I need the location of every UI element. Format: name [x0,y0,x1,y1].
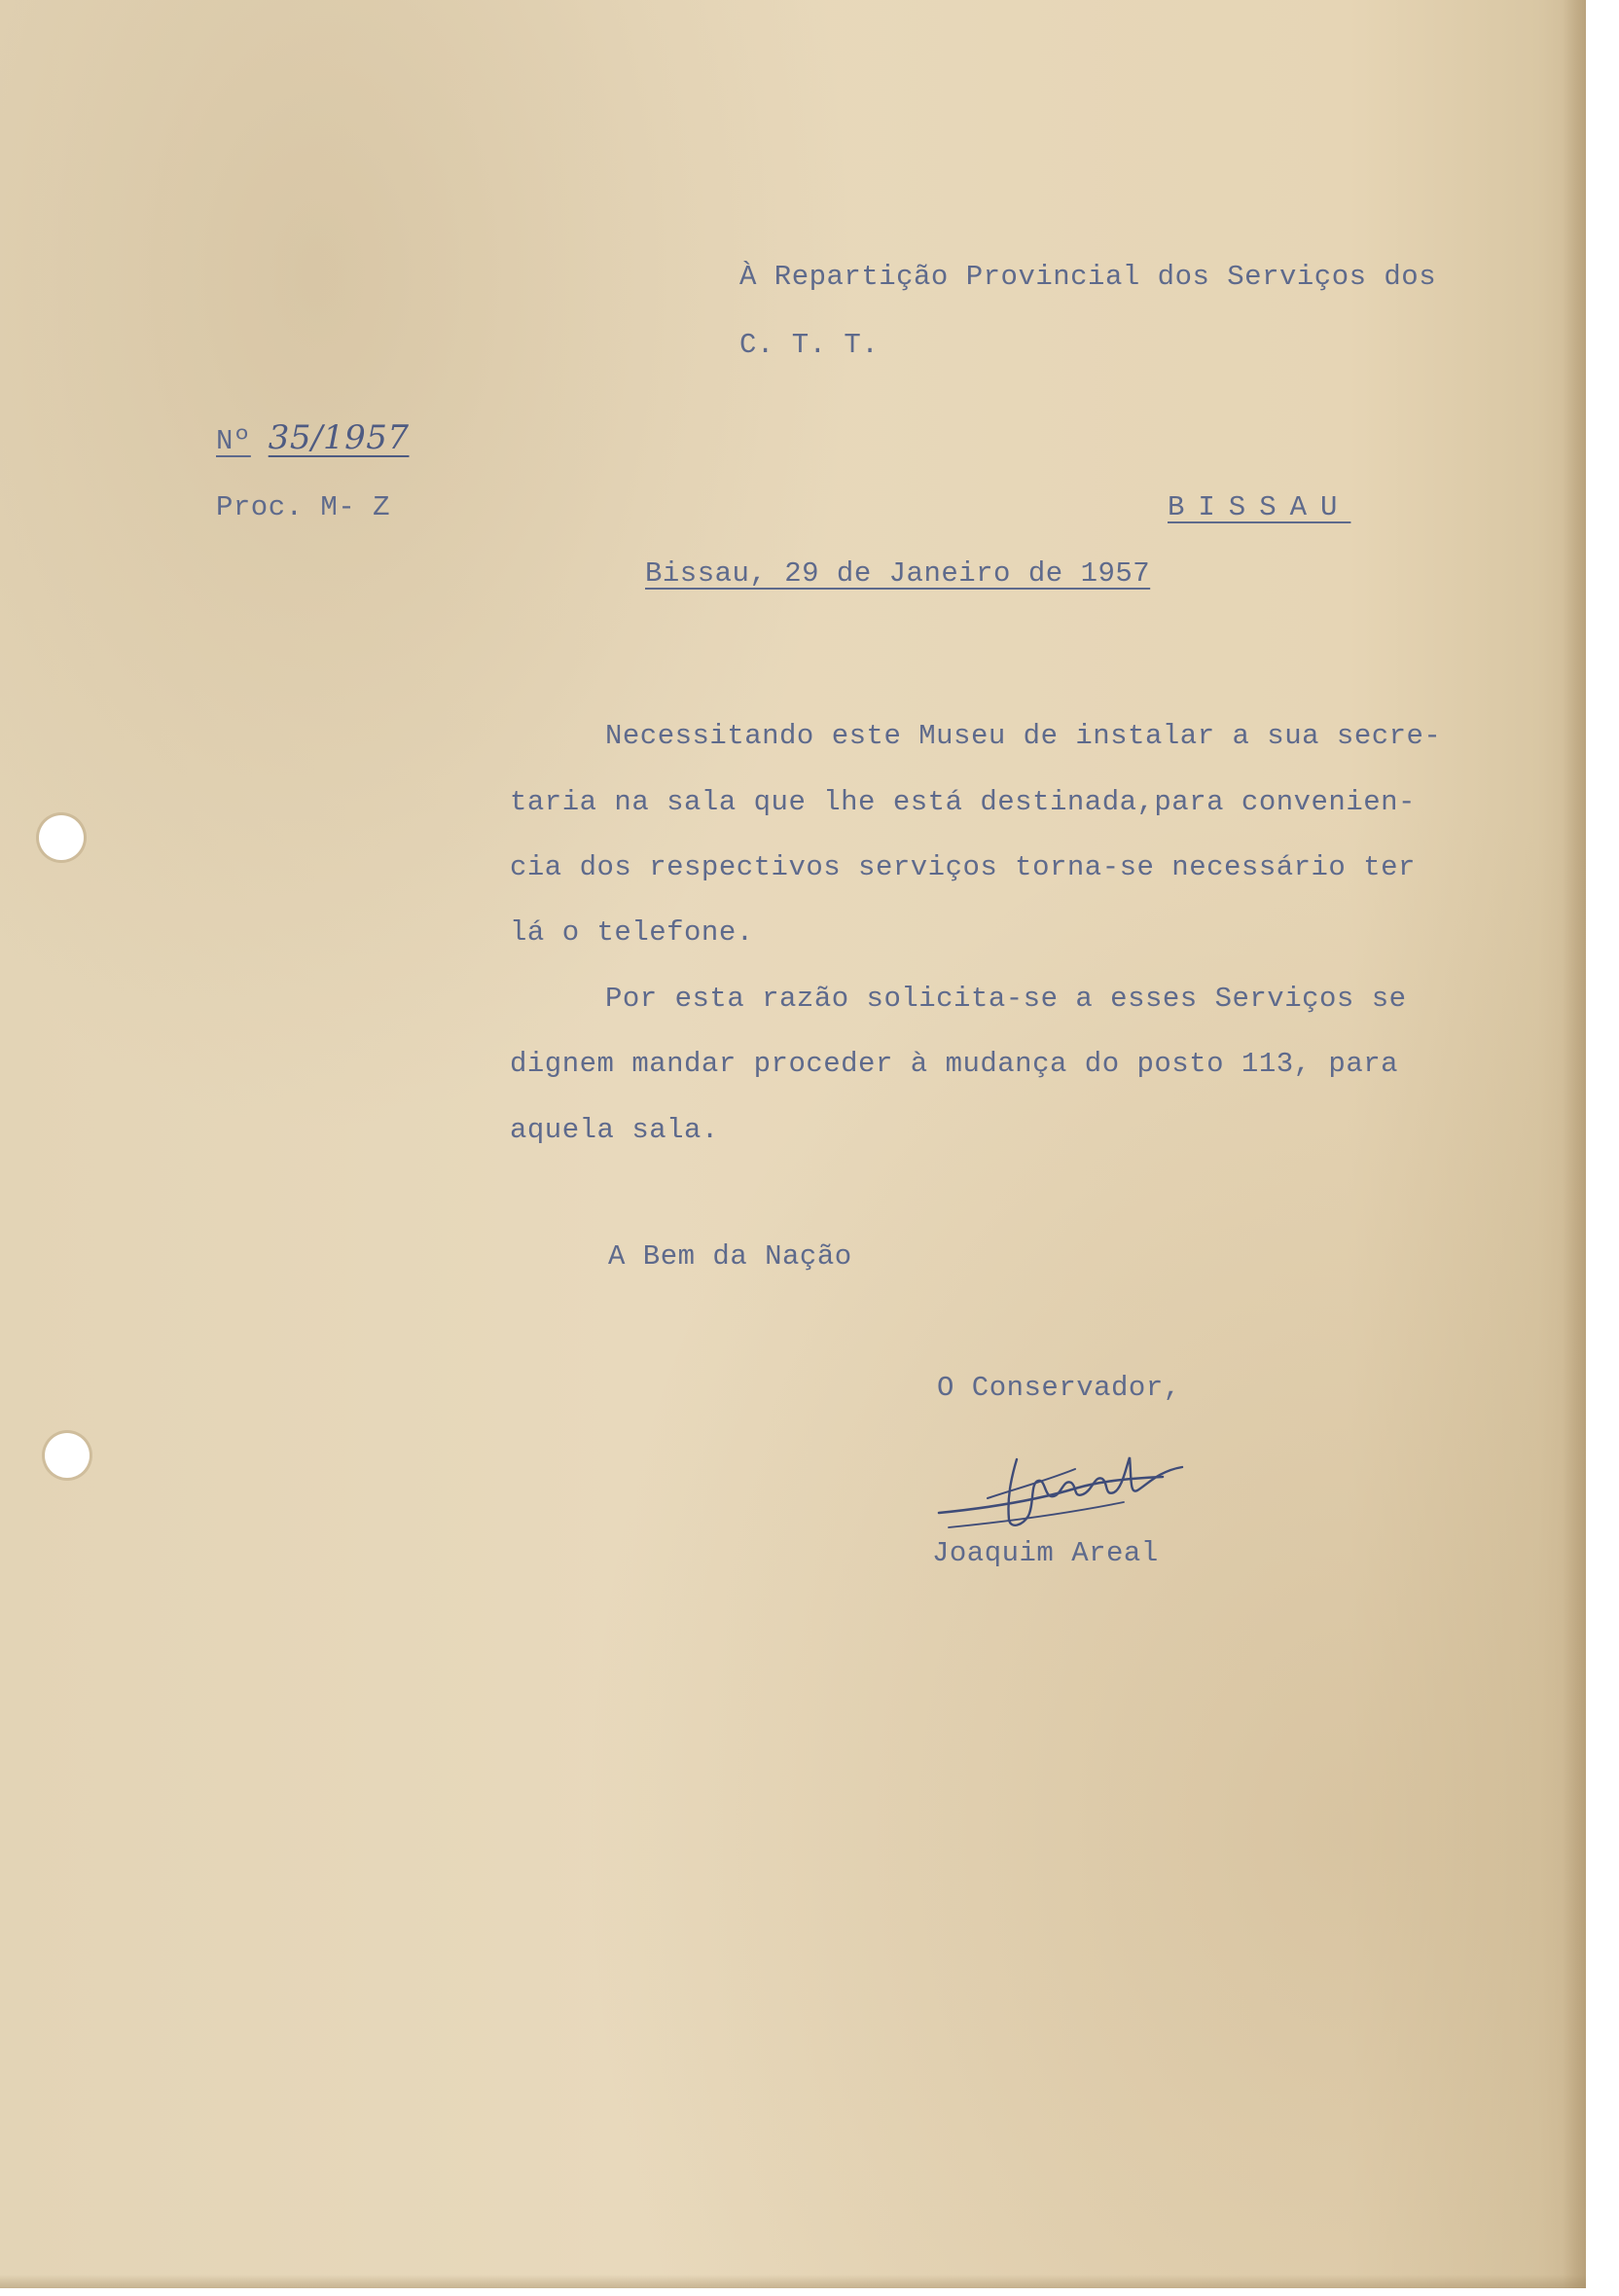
paragraph-1-line-1: Necessitando este Museu de instalar a sua secre- [605,720,1442,752]
paragraph-2-line-1: Por esta razão solicita-se a esses Serviços se [605,983,1407,1015]
city-header: BISSAU [1168,491,1351,523]
signatory-name: Joaquim Areal [932,1537,1159,1569]
date-line: Bissau, 29 de Janeiro de 1957 [645,557,1151,590]
paragraph-1-line-3: cia dos respectivos serviços torna-se necessário ter [510,851,1416,883]
number-value: 35/1957 [268,418,410,457]
closing-formula: A Bem da Nação [608,1240,852,1273]
punch-hole-bottom [45,1433,90,1478]
paper-edge-shadow [1563,0,1586,2288]
punch-hole-top [39,815,84,860]
addressee-line-1: À Repartição Provincial dos Serviços dos [739,261,1437,293]
addressee-line-2: C. T. T. [739,329,880,361]
paper-bottom-shadow [0,2275,1586,2288]
signatory-title: O Conservador, [937,1372,1181,1404]
paragraph-2-line-2: dignem mandar proceder à mudança do posto 113, para [510,1048,1399,1080]
paragraph-2-line-3: aquela sala. [510,1114,719,1146]
reference-number [216,418,409,457]
handwritten-signature [929,1440,1221,1547]
paragraph-1-line-2: taria na sala que lhe está destinada,para convenien- [510,786,1416,818]
number-label: Nº [216,425,251,457]
process-reference: Proc. M- Z [216,491,391,523]
paragraph-1-line-4: lá o telefone. [510,916,754,949]
